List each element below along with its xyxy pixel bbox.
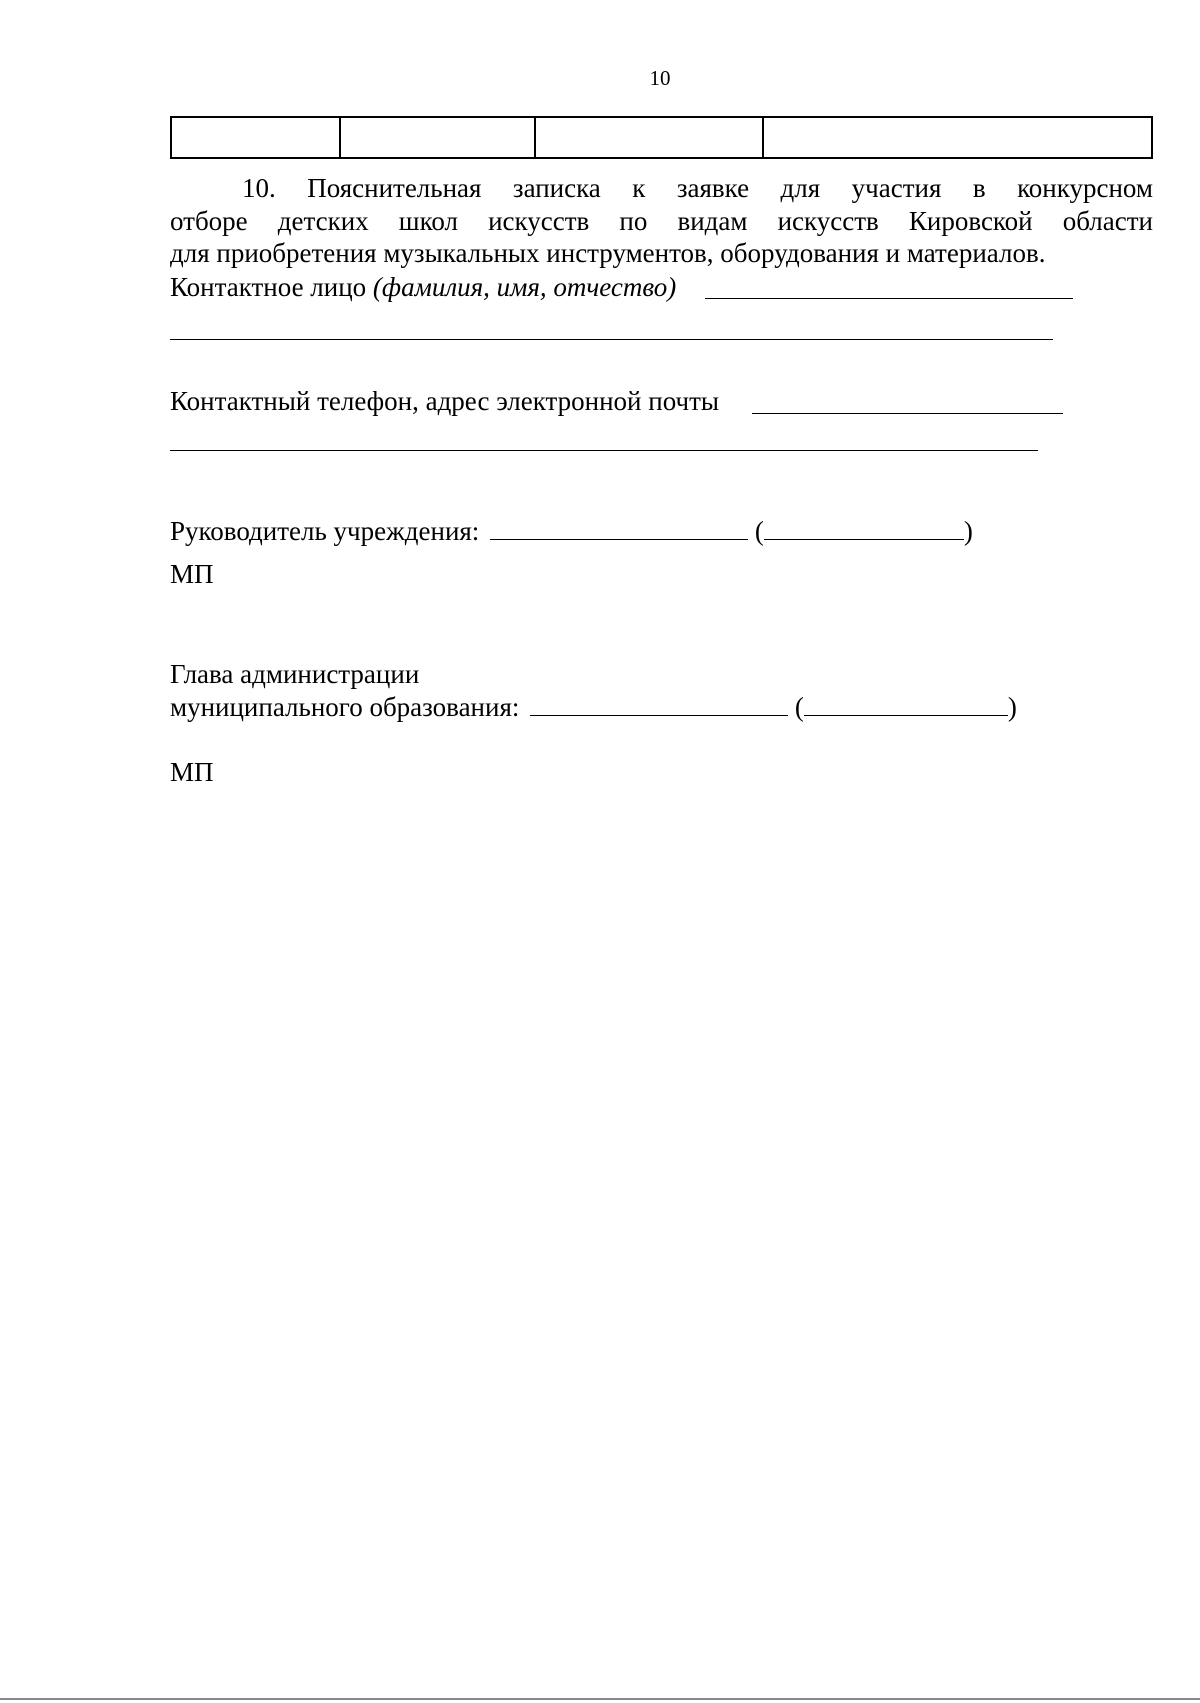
contact-person-row — [170, 271, 676, 303]
contact-person-field[interactable] — [705, 298, 1073, 299]
table-fragment — [170, 116, 1153, 159]
table-cell — [763, 117, 1152, 158]
table-row — [171, 117, 1152, 158]
paragraph-text: Пояснительная записка к заявке для участия в конкурсном — [307, 173, 1153, 203]
page-number: 10 — [649, 66, 671, 90]
paren-open: ( — [794, 692, 804, 722]
table-cell — [535, 117, 763, 158]
contact-person-hint: (фамилия, имя, отчество) — [372, 272, 677, 302]
admin-signature-row — [170, 691, 1017, 723]
paragraph-line-2: отборе детских школ искусств по видам искусств Кировской области — [170, 205, 1153, 236]
table-cell — [171, 117, 340, 158]
stamp-label-2: МП — [170, 757, 214, 787]
head-name-field[interactable] — [764, 517, 964, 540]
stamp-label-1: МП — [170, 559, 214, 589]
admin-label-line-2: муниципального образования: — [170, 692, 520, 722]
paragraph-line-3: для приобретения музыкальных инструментов, оборудования и материалов. — [170, 238, 1046, 268]
contact-person-label: Контактное лицо — [170, 272, 367, 302]
contact-person-field-continuation[interactable] — [170, 339, 1053, 340]
paren-close: ) — [1007, 692, 1017, 722]
table-cell — [340, 117, 535, 158]
paragraph-line-1 — [170, 172, 1153, 205]
head-signature-field[interactable] — [490, 517, 748, 540]
admin-signature-field[interactable] — [530, 693, 788, 716]
contact-phone-field[interactable] — [752, 413, 1063, 414]
contact-phone-field-continuation[interactable] — [170, 450, 1038, 451]
scan-edge-divider — [0, 1698, 1200, 1700]
head-signature-row — [170, 515, 973, 547]
admin-name-field[interactable] — [804, 693, 1008, 716]
admin-label-line-1: Глава администрации — [170, 659, 420, 689]
section-number: 10. — [242, 173, 276, 203]
contact-phone-label: Контактный телефон, адрес электронной почты — [170, 386, 720, 416]
paren-open: ( — [754, 516, 764, 546]
paren-close: ) — [963, 516, 973, 546]
explanatory-note-paragraph — [170, 172, 1153, 270]
head-label: Руководитель учреждения: — [170, 516, 480, 546]
